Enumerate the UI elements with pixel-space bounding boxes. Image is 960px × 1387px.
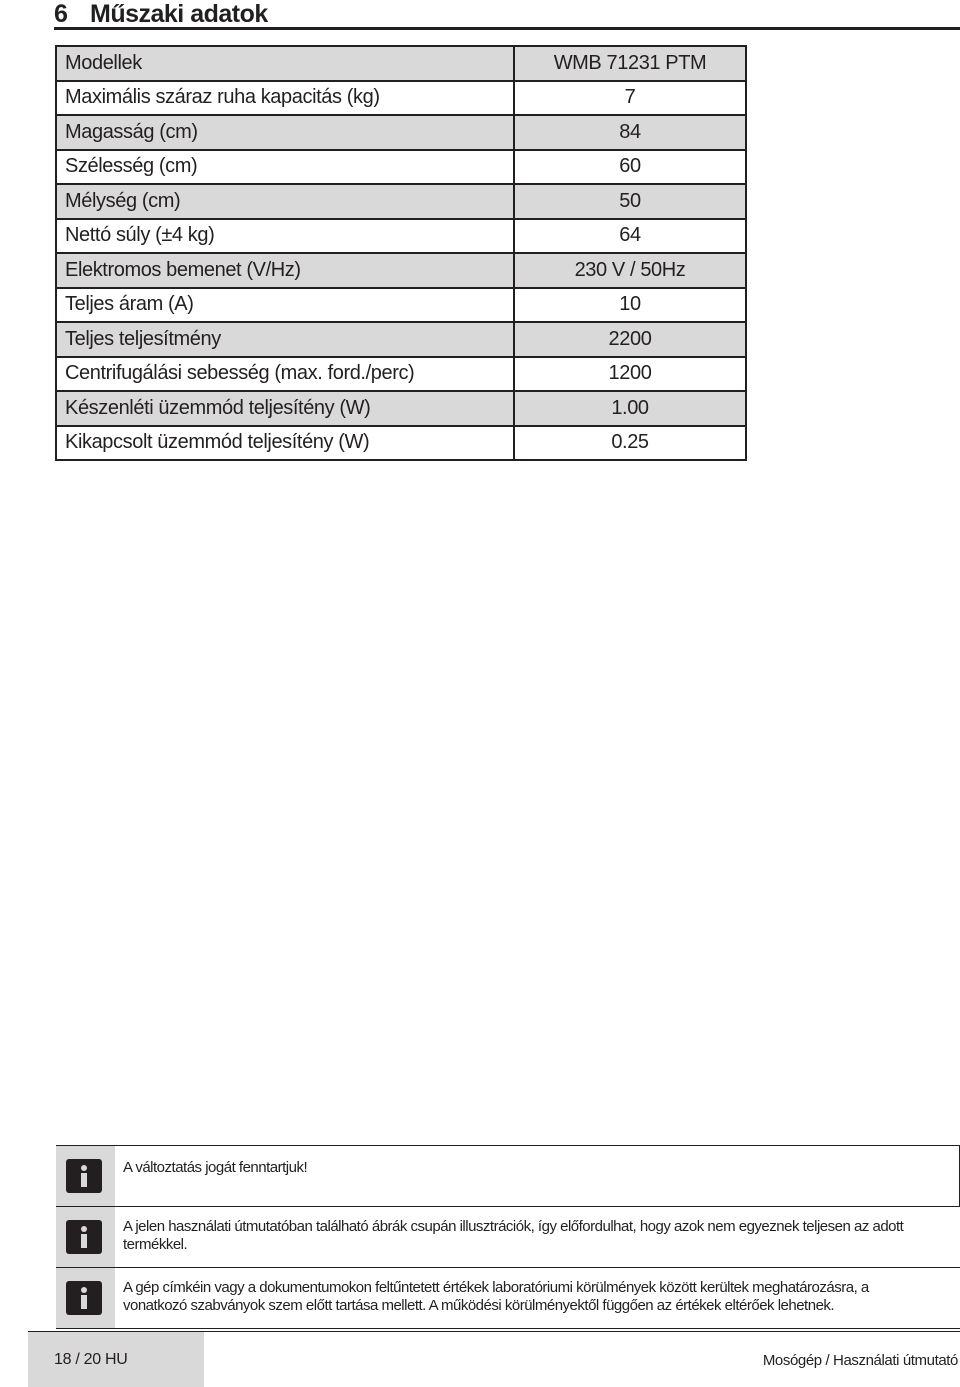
spec-label: Modellek: [56, 46, 514, 81]
table-row: [56, 288, 746, 323]
note-icon-cell: [56, 1207, 115, 1267]
table-row: [56, 115, 746, 150]
section-header: [54, 0, 960, 30]
table-row: [56, 81, 746, 116]
spec-value: 84: [514, 115, 746, 150]
note-item: [56, 1146, 960, 1207]
spec-value: 10: [514, 288, 746, 323]
table-row: [56, 184, 746, 219]
spec-value: 50: [514, 184, 746, 219]
info-icon: [66, 1220, 102, 1254]
table-row: [56, 253, 746, 288]
spec-value: 230 V / 50Hz: [514, 253, 746, 288]
note-text: A változtatás jogát fenntartjuk!: [123, 1159, 308, 1176]
table-row: [56, 391, 746, 426]
table-row: [56, 322, 746, 357]
spec-value: 60: [514, 150, 746, 185]
table-row: [56, 46, 746, 81]
spec-label: Készenléti üzemmód teljesítény (W): [56, 391, 514, 426]
page-number: 18 / 20 HU: [54, 1351, 128, 1368]
notes-list: [56, 1145, 960, 1329]
spec-value: 1.00: [514, 391, 746, 426]
spec-value: 2200: [514, 322, 746, 357]
footer-rule: [28, 1331, 960, 1332]
document-title: Mosógép / Használati útmutató: [762, 1352, 958, 1369]
table-row: [56, 426, 746, 461]
spec-label: Teljes teljesítmény: [56, 322, 514, 357]
note-item: [56, 1207, 960, 1268]
spec-label: Elektromos bemenet (V/Hz): [56, 253, 514, 288]
page-footer: [0, 1331, 960, 1387]
note-item: [56, 1268, 960, 1329]
spec-label: Mélység (cm): [56, 184, 514, 219]
spec-label: Szélesség (cm): [56, 150, 514, 185]
table-row: [56, 357, 746, 392]
info-icon: [66, 1281, 102, 1315]
spec-value: 7: [514, 81, 746, 116]
spec-value: WMB 71231 PTM: [514, 46, 746, 81]
info-icon: [66, 1159, 102, 1193]
note-text: A jelen használati útmutatóban található ábrák csupán illusztrációk, így előfordulhat, hogy azok nem egyeznek teljesen az adott termékkel.: [123, 1218, 904, 1253]
note-icon-cell: [56, 1268, 115, 1328]
spec-value: 1200: [514, 357, 746, 392]
spec-table: [55, 45, 747, 461]
spec-label: Magasság (cm): [56, 115, 514, 150]
table-row: [56, 150, 746, 185]
spec-label: Teljes áram (A): [56, 288, 514, 323]
spec-label: Nettó súly (±4 kg): [56, 219, 514, 254]
note-text: A gép címkéin vagy a dokumentumokon feltűntetett értékek laboratóriumi körülmények között kerültek meghatározásra, a vonatkozó szabványok szem előtt tartása mellett. A működési körülményektől függően az értékek eltérőek lehetnek.: [123, 1279, 869, 1314]
spec-value: 0.25: [514, 426, 746, 461]
spec-label: Kikapcsolt üzemmód teljesítény (W): [56, 426, 514, 461]
spec-label: Maximális száraz ruha kapacitás (kg): [56, 81, 514, 116]
spec-value: 64: [514, 219, 746, 254]
section-number: 6: [54, 0, 68, 28]
spec-label: Centrifugálási sebesség (max. ford./perc): [56, 357, 514, 392]
note-icon-cell: [56, 1146, 115, 1206]
section-title: Műszaki adatok: [90, 0, 268, 28]
table-row: [56, 219, 746, 254]
